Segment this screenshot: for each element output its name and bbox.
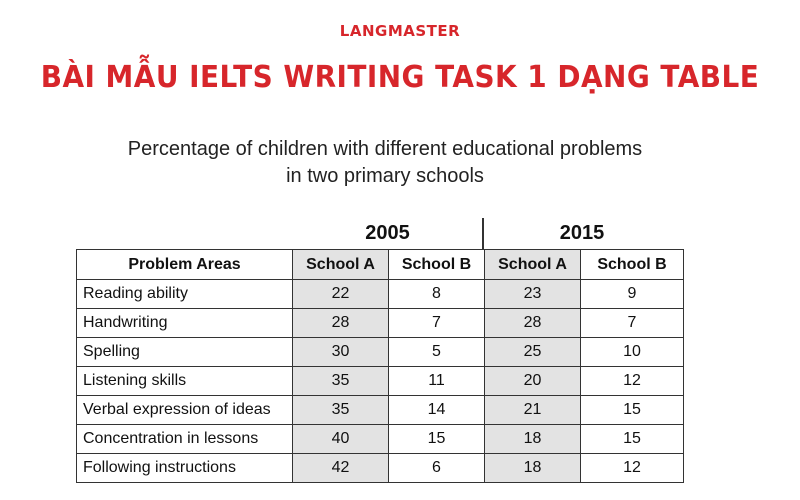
value-cell: 15 xyxy=(581,425,684,454)
row-label: Reading ability xyxy=(77,280,293,309)
table-row xyxy=(77,367,684,396)
value-cell: 22 xyxy=(293,280,389,309)
value-cell: 18 xyxy=(485,454,581,483)
year-label-2005: 2005 xyxy=(365,222,410,244)
value-cell: 14 xyxy=(389,396,485,425)
value-cell: 20 xyxy=(485,367,581,396)
row-label: Handwriting xyxy=(77,309,293,338)
chart-title-line1: Percentage of children with different educational problems xyxy=(127,138,643,160)
value-cell: 7 xyxy=(389,309,485,338)
year-label-2015: 2015 xyxy=(559,222,605,244)
value-cell: 15 xyxy=(389,425,485,454)
value-cell: 11 xyxy=(389,367,485,396)
row-label: Verbal expression of ideas xyxy=(77,396,293,425)
value-cell: 28 xyxy=(485,309,581,338)
col-header-2015-school-a: School A xyxy=(485,250,581,280)
value-cell: 30 xyxy=(293,338,389,367)
year-header xyxy=(292,218,681,249)
table-row xyxy=(77,425,684,454)
col-header-2005-school-b: School B xyxy=(389,250,485,280)
value-cell: 5 xyxy=(389,338,485,367)
value-cell: 8 xyxy=(389,280,485,309)
value-cell: 23 xyxy=(485,280,581,309)
value-cell: 35 xyxy=(293,367,389,396)
value-cell: 15 xyxy=(581,396,684,425)
col-header-problem-areas: Problem Areas xyxy=(77,250,293,280)
value-cell: 25 xyxy=(485,338,581,367)
value-cell: 7 xyxy=(581,309,684,338)
chart-title xyxy=(0,136,770,190)
value-cell: 35 xyxy=(293,396,389,425)
table-header-row xyxy=(77,250,684,280)
row-label: Listening skills xyxy=(77,367,293,396)
value-cell: 42 xyxy=(293,454,389,483)
table-row xyxy=(77,280,684,309)
value-cell: 9 xyxy=(581,280,684,309)
value-cell: 10 xyxy=(581,338,684,367)
col-header-2005-school-a: School A xyxy=(293,250,389,280)
value-cell: 40 xyxy=(293,425,389,454)
data-table xyxy=(76,249,684,483)
col-header-2015-school-b: School B xyxy=(581,250,684,280)
table-row xyxy=(77,309,684,338)
row-label: Following instructions xyxy=(77,454,293,483)
page-headline: BÀI MẪU IELTS WRITING TASK 1 DẠNG TABLE xyxy=(40,60,760,95)
chart-title-line2: in two primary schools xyxy=(286,165,484,187)
brand-logo: LANGMASTER xyxy=(339,22,461,40)
value-cell: 12 xyxy=(581,454,684,483)
row-label: Concentration in lessons xyxy=(77,425,293,454)
value-cell: 18 xyxy=(485,425,581,454)
table-row xyxy=(77,454,684,483)
value-cell: 21 xyxy=(485,396,581,425)
value-cell: 6 xyxy=(389,454,485,483)
table-row xyxy=(77,338,684,367)
value-cell: 28 xyxy=(293,309,389,338)
table-row xyxy=(77,396,684,425)
value-cell: 12 xyxy=(581,367,684,396)
row-label: Spelling xyxy=(77,338,293,367)
